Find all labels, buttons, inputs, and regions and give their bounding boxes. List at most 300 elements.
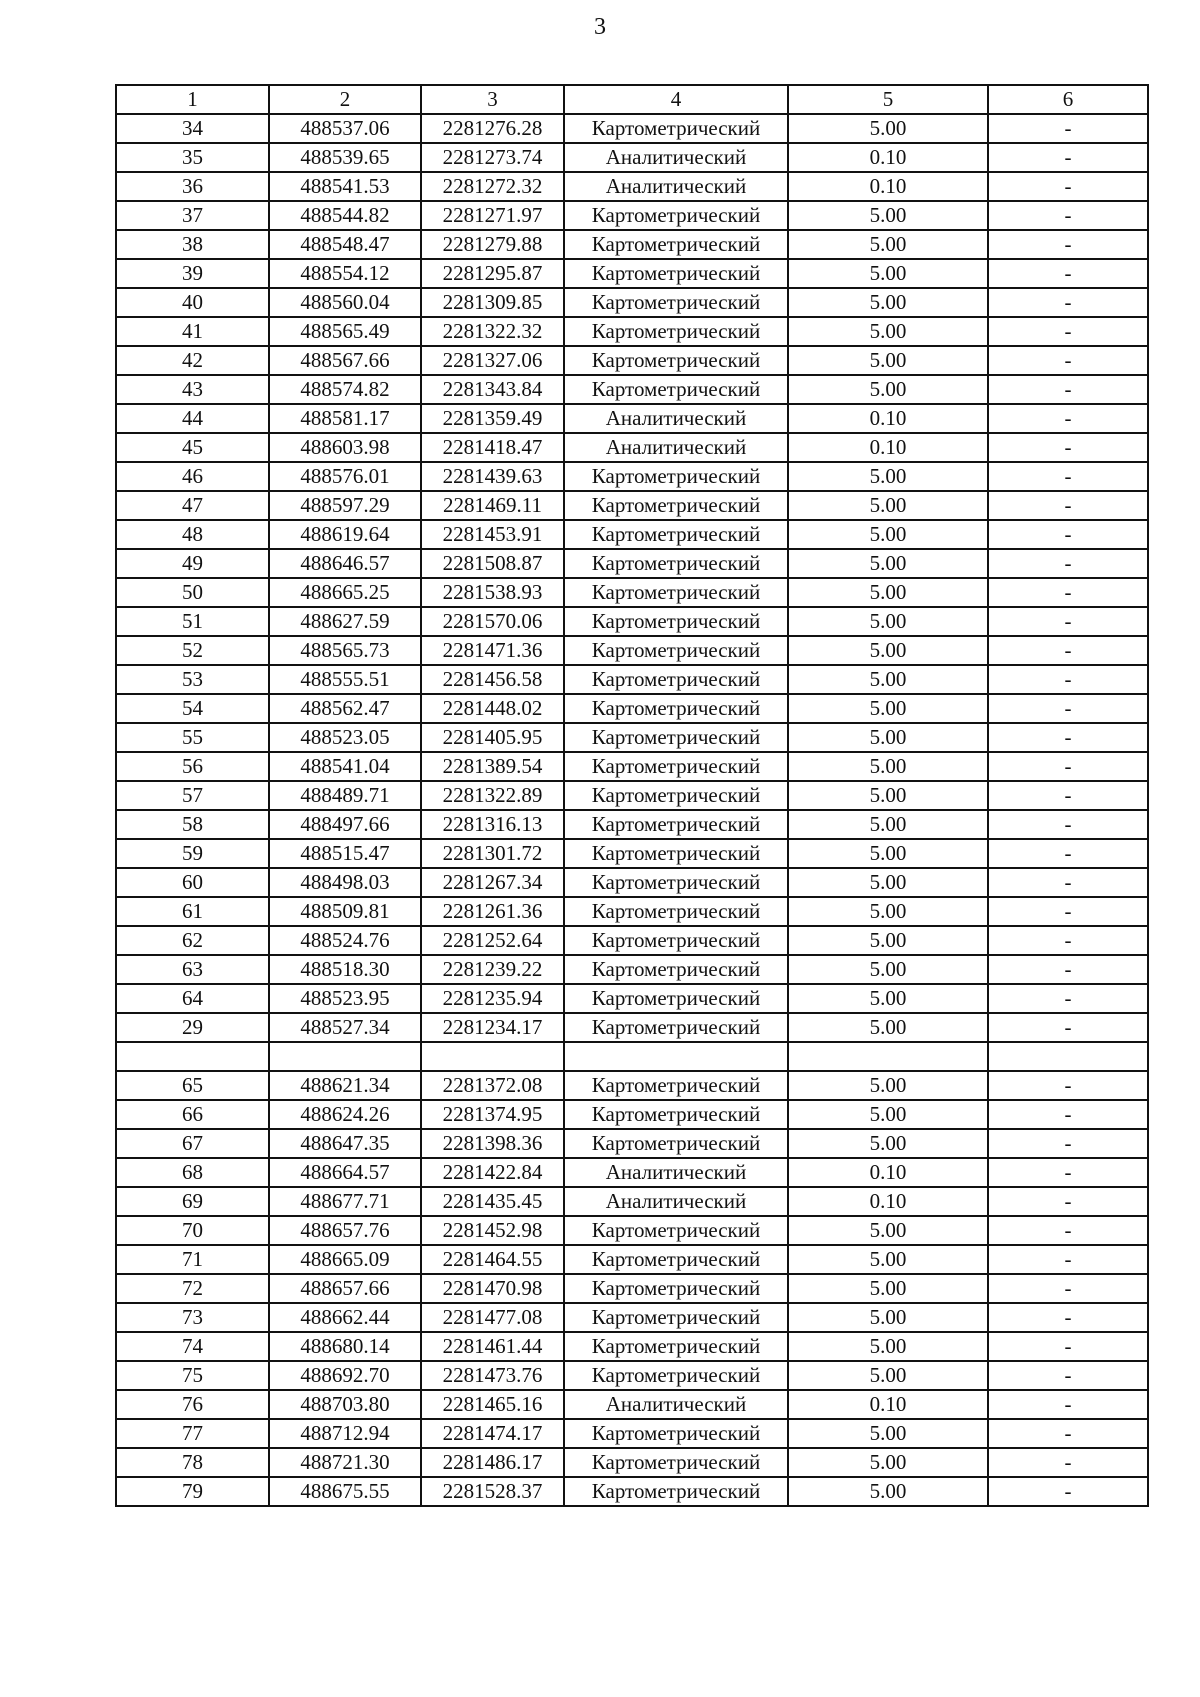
table-cell: 5.00 [788, 230, 988, 259]
table-cell: 38 [116, 230, 269, 259]
table-cell: 5.00 [788, 897, 988, 926]
table-cell: 5.00 [788, 1274, 988, 1303]
table-cell: 5.00 [788, 491, 988, 520]
table-cell: 2281422.84 [421, 1158, 564, 1187]
table-cell: Картометрический [564, 839, 788, 868]
table-cell: 60 [116, 868, 269, 897]
table-cell: Картометрический [564, 1332, 788, 1361]
table-cell [116, 1042, 269, 1071]
table-cell: 488555.51 [269, 665, 421, 694]
table-cell: - [988, 114, 1148, 143]
table-row [116, 1100, 1148, 1129]
table-cell: 2281486.17 [421, 1448, 564, 1477]
table-cell: Картометрический [564, 346, 788, 375]
table-cell: Картометрический [564, 230, 788, 259]
table-cell: 488664.57 [269, 1158, 421, 1187]
table-cell: 0.10 [788, 1390, 988, 1419]
table-cell: 488665.25 [269, 578, 421, 607]
table-row [116, 1361, 1148, 1390]
column-header: 6 [988, 85, 1148, 114]
table-row [116, 839, 1148, 868]
table-row [116, 201, 1148, 230]
table-cell: - [988, 1158, 1148, 1187]
table-cell: 5.00 [788, 1013, 988, 1042]
table-row [116, 1419, 1148, 1448]
table-row [116, 752, 1148, 781]
table-cell: 488692.70 [269, 1361, 421, 1390]
table-cell: 488560.04 [269, 288, 421, 317]
table-cell: - [988, 201, 1148, 230]
table-row [116, 462, 1148, 491]
table-cell: Картометрический [564, 1477, 788, 1506]
table-cell: 5.00 [788, 926, 988, 955]
table-cell: 5.00 [788, 1477, 988, 1506]
table-cell: Аналитический [564, 143, 788, 172]
table-cell: 36 [116, 172, 269, 201]
table-cell: 2281235.94 [421, 984, 564, 1013]
table-row [116, 520, 1148, 549]
table-cell: 2281528.37 [421, 1477, 564, 1506]
table-cell: Картометрический [564, 926, 788, 955]
table-row [116, 955, 1148, 984]
table-cell: 488712.94 [269, 1419, 421, 1448]
table-cell [988, 1042, 1148, 1071]
table-cell: Картометрический [564, 114, 788, 143]
table-cell: 5.00 [788, 578, 988, 607]
table-row [116, 1245, 1148, 1274]
table-cell: Картометрический [564, 1245, 788, 1274]
table-cell: Картометрический [564, 1013, 788, 1042]
table-cell: 2281473.76 [421, 1361, 564, 1390]
table-cell: 72 [116, 1274, 269, 1303]
table-cell: 5.00 [788, 636, 988, 665]
table-cell: 488524.76 [269, 926, 421, 955]
table-cell: 62 [116, 926, 269, 955]
table-cell: Картометрический [564, 578, 788, 607]
table-cell: 65 [116, 1071, 269, 1100]
table-cell: 488544.82 [269, 201, 421, 230]
table-cell: 488515.47 [269, 839, 421, 868]
table-cell: 76 [116, 1390, 269, 1419]
table-cell: 488541.04 [269, 752, 421, 781]
table-cell: 2281474.17 [421, 1419, 564, 1448]
table-cell: - [988, 317, 1148, 346]
table-cell: - [988, 375, 1148, 404]
table-cell: 488527.34 [269, 1013, 421, 1042]
table-cell: 5.00 [788, 1071, 988, 1100]
table-cell: 488621.34 [269, 1071, 421, 1100]
table-cell: 46 [116, 462, 269, 491]
table-cell: 2281465.16 [421, 1390, 564, 1419]
table-row [116, 723, 1148, 752]
table-cell: - [988, 636, 1148, 665]
table-cell: Картометрический [564, 491, 788, 520]
table-row [116, 1274, 1148, 1303]
table-cell: Картометрический [564, 1419, 788, 1448]
table-cell: 48 [116, 520, 269, 549]
table-cell: 44 [116, 404, 269, 433]
table-cell: 0.10 [788, 143, 988, 172]
table-cell: 5.00 [788, 955, 988, 984]
table-cell: 2281295.87 [421, 259, 564, 288]
table-cell: 5.00 [788, 114, 988, 143]
table-cell: 488665.09 [269, 1245, 421, 1274]
table-cell: Аналитический [564, 404, 788, 433]
table-cell: 0.10 [788, 172, 988, 201]
table-cell: - [988, 549, 1148, 578]
table-cell: 488523.05 [269, 723, 421, 752]
table-cell: 34 [116, 114, 269, 143]
table-row [116, 1158, 1148, 1187]
table-cell: 5.00 [788, 375, 988, 404]
table-row [116, 288, 1148, 317]
table-cell: - [988, 491, 1148, 520]
table-cell: 75 [116, 1361, 269, 1390]
column-header: 1 [116, 85, 269, 114]
table-row [116, 694, 1148, 723]
table-cell: 488603.98 [269, 433, 421, 462]
table-row [116, 1303, 1148, 1332]
table-cell: - [988, 1129, 1148, 1158]
table-cell: 2281234.17 [421, 1013, 564, 1042]
table-cell: - [988, 810, 1148, 839]
table-cell: 488565.49 [269, 317, 421, 346]
table-cell: - [988, 1332, 1148, 1361]
table-cell: 2281372.08 [421, 1071, 564, 1100]
table-cell: 488518.30 [269, 955, 421, 984]
table-row [116, 1013, 1148, 1042]
table-cell [269, 1042, 421, 1071]
table-cell: Картометрический [564, 636, 788, 665]
column-header: 2 [269, 85, 421, 114]
table-cell: 488576.01 [269, 462, 421, 491]
table-cell: Картометрический [564, 897, 788, 926]
table-cell: 5.00 [788, 1303, 988, 1332]
table-cell: 488647.35 [269, 1129, 421, 1158]
table-cell: 2281271.97 [421, 201, 564, 230]
table-body [116, 114, 1148, 1506]
table-cell: - [988, 172, 1148, 201]
table-cell: - [988, 752, 1148, 781]
table-cell: - [988, 1419, 1148, 1448]
table-cell: 29 [116, 1013, 269, 1042]
table-cell: - [988, 578, 1148, 607]
table-cell: - [988, 781, 1148, 810]
table-cell: 74 [116, 1332, 269, 1361]
table-cell: 55 [116, 723, 269, 752]
table-cell: 5.00 [788, 752, 988, 781]
table-cell: 2281452.98 [421, 1216, 564, 1245]
table-cell: 0.10 [788, 1187, 988, 1216]
table-row [116, 1042, 1148, 1071]
table-cell: Картометрический [564, 1274, 788, 1303]
table-cell: Аналитический [564, 1390, 788, 1419]
table-row [116, 607, 1148, 636]
table-cell: Картометрический [564, 520, 788, 549]
table-cell: - [988, 143, 1148, 172]
table-cell: 2281570.06 [421, 607, 564, 636]
table-cell: Картометрический [564, 694, 788, 723]
table-cell [564, 1042, 788, 1071]
table-cell: 2281239.22 [421, 955, 564, 984]
table-cell: 488657.76 [269, 1216, 421, 1245]
table-cell: Картометрический [564, 1303, 788, 1332]
table-row [116, 1477, 1148, 1506]
table-cell: Картометрический [564, 549, 788, 578]
table-cell: 41 [116, 317, 269, 346]
table-cell: Картометрический [564, 1216, 788, 1245]
table-cell: Картометрический [564, 868, 788, 897]
table-cell: - [988, 1216, 1148, 1245]
table-row [116, 1216, 1148, 1245]
table-cell: 5.00 [788, 1216, 988, 1245]
table-cell: 2281453.91 [421, 520, 564, 549]
table-row [116, 897, 1148, 926]
table-cell: 61 [116, 897, 269, 926]
table-cell: 2281322.89 [421, 781, 564, 810]
table-cell: 488624.26 [269, 1100, 421, 1129]
table-cell: 5.00 [788, 839, 988, 868]
table-cell: 488619.64 [269, 520, 421, 549]
table-cell: 2281261.36 [421, 897, 564, 926]
table-cell: - [988, 1013, 1148, 1042]
table-cell: 77 [116, 1419, 269, 1448]
table-cell: 49 [116, 549, 269, 578]
table-cell: 488646.57 [269, 549, 421, 578]
table-cell: 2281359.49 [421, 404, 564, 433]
table-cell: Картометрический [564, 1448, 788, 1477]
table-cell: 5.00 [788, 520, 988, 549]
table-cell: 2281389.54 [421, 752, 564, 781]
table-cell: 2281471.36 [421, 636, 564, 665]
table-cell: 488497.66 [269, 810, 421, 839]
table-cell: 5.00 [788, 665, 988, 694]
table-cell: 488565.73 [269, 636, 421, 665]
table-cell: Картометрический [564, 752, 788, 781]
table-row [116, 375, 1148, 404]
table-cell: 2281418.47 [421, 433, 564, 462]
table-cell: - [988, 1361, 1148, 1390]
table-cell: 5.00 [788, 607, 988, 636]
table-cell: - [988, 723, 1148, 752]
table-cell: - [988, 1100, 1148, 1129]
table-cell: 2281538.93 [421, 578, 564, 607]
table-cell: - [988, 897, 1148, 926]
table-cell: 42 [116, 346, 269, 375]
table-cell: Картометрический [564, 1100, 788, 1129]
table-header-row [116, 85, 1148, 114]
table-cell: Картометрический [564, 1129, 788, 1158]
table-cell: 51 [116, 607, 269, 636]
table-cell: - [988, 520, 1148, 549]
table-row [116, 810, 1148, 839]
table-cell: 488523.95 [269, 984, 421, 1013]
table-cell: 2281343.84 [421, 375, 564, 404]
table-row [116, 549, 1148, 578]
table-cell: - [988, 839, 1148, 868]
table-cell: 2281316.13 [421, 810, 564, 839]
table-cell: 488662.44 [269, 1303, 421, 1332]
table-cell: Аналитический [564, 172, 788, 201]
table-cell: 5.00 [788, 201, 988, 230]
table-cell: 2281456.58 [421, 665, 564, 694]
table-cell: 5.00 [788, 288, 988, 317]
table-cell: 2281405.95 [421, 723, 564, 752]
table-cell: Картометрический [564, 259, 788, 288]
table-row [116, 230, 1148, 259]
table-row [116, 346, 1148, 375]
table-row [116, 1187, 1148, 1216]
table-cell: 488498.03 [269, 868, 421, 897]
table-cell: 59 [116, 839, 269, 868]
table-row [116, 636, 1148, 665]
table-cell: 5.00 [788, 259, 988, 288]
table-cell [788, 1042, 988, 1071]
table-cell: - [988, 346, 1148, 375]
table-row [116, 259, 1148, 288]
table-cell: - [988, 1071, 1148, 1100]
table-cell: 2281252.64 [421, 926, 564, 955]
table-row [116, 404, 1148, 433]
table-cell: - [988, 433, 1148, 462]
table-cell: Аналитический [564, 433, 788, 462]
table-cell: - [988, 1448, 1148, 1477]
table-row [116, 1448, 1148, 1477]
table-cell: 2281309.85 [421, 288, 564, 317]
table-cell: 2281461.44 [421, 1332, 564, 1361]
table-cell: Картометрический [564, 723, 788, 752]
table-cell: 45 [116, 433, 269, 462]
table-cell: Картометрический [564, 317, 788, 346]
table-cell: 2281439.63 [421, 462, 564, 491]
table-cell: 5.00 [788, 462, 988, 491]
table-cell: 488677.71 [269, 1187, 421, 1216]
table-cell: 69 [116, 1187, 269, 1216]
table-cell: 488675.55 [269, 1477, 421, 1506]
table-cell: - [988, 288, 1148, 317]
table-cell: 0.10 [788, 404, 988, 433]
table-cell: 64 [116, 984, 269, 1013]
table-cell: - [988, 1274, 1148, 1303]
table-cell: 73 [116, 1303, 269, 1332]
table-row [116, 926, 1148, 955]
table-cell: 5.00 [788, 723, 988, 752]
table-row [116, 1390, 1148, 1419]
table-cell: Картометрический [564, 201, 788, 230]
table-cell: 52 [116, 636, 269, 665]
table-cell: 2281301.72 [421, 839, 564, 868]
table-cell: - [988, 462, 1148, 491]
table-cell: 488539.65 [269, 143, 421, 172]
table-cell: 488581.17 [269, 404, 421, 433]
table-cell: Картометрический [564, 665, 788, 694]
table-cell: - [988, 404, 1148, 433]
table-cell: 68 [116, 1158, 269, 1187]
table-cell: 5.00 [788, 694, 988, 723]
table-row [116, 143, 1148, 172]
table-row [116, 868, 1148, 897]
column-header: 4 [564, 85, 788, 114]
column-header: 5 [788, 85, 988, 114]
table-cell: 47 [116, 491, 269, 520]
table-row [116, 781, 1148, 810]
table-cell: Аналитический [564, 1187, 788, 1216]
page-number: 3 [594, 14, 606, 40]
table-cell: 2281470.98 [421, 1274, 564, 1303]
table-cell: 5.00 [788, 1129, 988, 1158]
table-cell: 488562.47 [269, 694, 421, 723]
table-cell: - [988, 1390, 1148, 1419]
table-cell: 35 [116, 143, 269, 172]
table-cell: 5.00 [788, 810, 988, 839]
table-cell: 5.00 [788, 1448, 988, 1477]
table-cell: 5.00 [788, 1245, 988, 1274]
table-cell: - [988, 259, 1148, 288]
table-cell: 2281448.02 [421, 694, 564, 723]
table-cell: 66 [116, 1100, 269, 1129]
table-row [116, 114, 1148, 143]
table-cell: 57 [116, 781, 269, 810]
table-cell: 5.00 [788, 1361, 988, 1390]
table-cell: - [988, 1245, 1148, 1274]
table-row [116, 317, 1148, 346]
table-cell: 53 [116, 665, 269, 694]
table-cell: Картометрический [564, 984, 788, 1013]
table-cell: 488657.66 [269, 1274, 421, 1303]
table-cell: 488721.30 [269, 1448, 421, 1477]
table-cell: 5.00 [788, 984, 988, 1013]
table-cell: - [988, 1303, 1148, 1332]
table-cell: 43 [116, 375, 269, 404]
table-cell: 78 [116, 1448, 269, 1477]
table-row [116, 1071, 1148, 1100]
table-cell: 2281469.11 [421, 491, 564, 520]
table-cell: 488703.80 [269, 1390, 421, 1419]
table-cell: 71 [116, 1245, 269, 1274]
table-cell: - [988, 926, 1148, 955]
table-cell: 2281477.08 [421, 1303, 564, 1332]
table-cell: - [988, 955, 1148, 984]
table-cell: 39 [116, 259, 269, 288]
column-header: 3 [421, 85, 564, 114]
table-cell: 2281273.74 [421, 143, 564, 172]
table-cell: - [988, 868, 1148, 897]
table-cell: 5.00 [788, 346, 988, 375]
table-row [116, 1332, 1148, 1361]
table-cell: 54 [116, 694, 269, 723]
table-cell: 2281374.95 [421, 1100, 564, 1129]
table-cell: 5.00 [788, 317, 988, 346]
table-cell: Картометрический [564, 810, 788, 839]
table-cell: Картометрический [564, 462, 788, 491]
table-cell: 5.00 [788, 1100, 988, 1129]
table-cell: 70 [116, 1216, 269, 1245]
table-cell: 488680.14 [269, 1332, 421, 1361]
table-cell: Картометрический [564, 607, 788, 636]
table-cell: 2281267.34 [421, 868, 564, 897]
table-cell: 5.00 [788, 781, 988, 810]
table-cell: Аналитический [564, 1158, 788, 1187]
table-cell: 40 [116, 288, 269, 317]
table-cell: 37 [116, 201, 269, 230]
table-cell: 56 [116, 752, 269, 781]
table-cell: Картометрический [564, 1361, 788, 1390]
table-cell: Картометрический [564, 955, 788, 984]
table-cell: - [988, 607, 1148, 636]
table-cell: - [988, 665, 1148, 694]
table-cell: 50 [116, 578, 269, 607]
table-cell [421, 1042, 564, 1071]
